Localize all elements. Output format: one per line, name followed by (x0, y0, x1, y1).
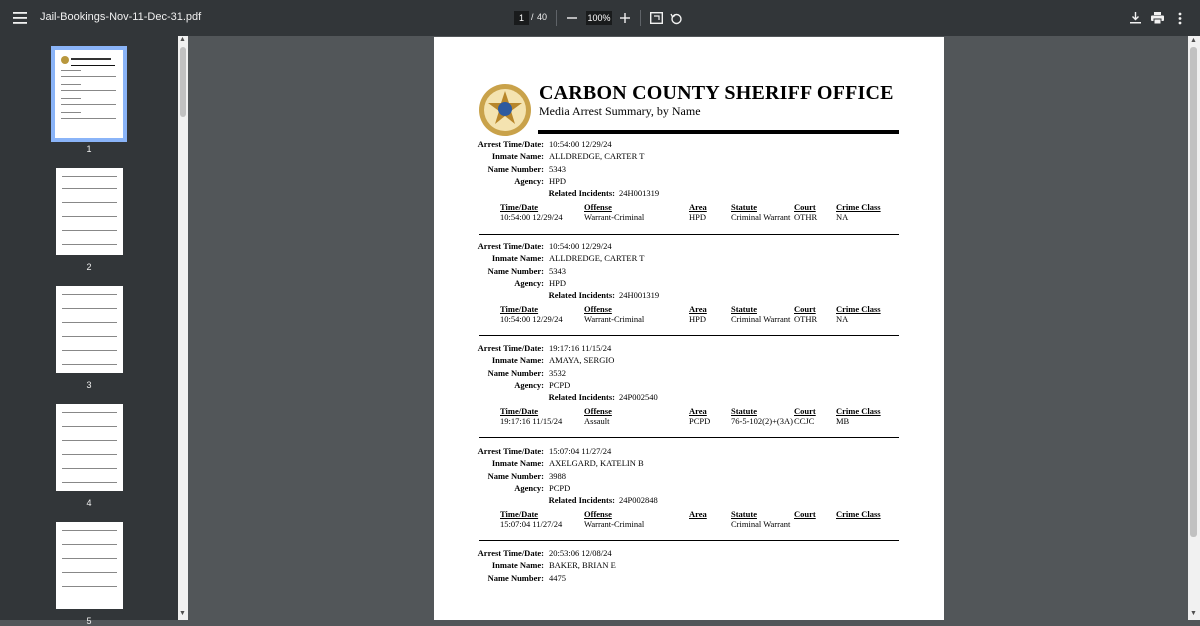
page-thumbnail-1[interactable] (55, 50, 123, 138)
thumbnail-line (71, 65, 115, 66)
cell-time-date: 19:17:16 11/15/24 (500, 416, 563, 426)
cell-statute: 76-5-102(2)+(3A) (731, 416, 793, 426)
print-icon (1151, 12, 1164, 24)
arrest-time-label: Arrest Time/Date: (477, 343, 544, 353)
minus-icon (567, 13, 577, 23)
col-header-time-date: Time/Date (500, 406, 539, 416)
thumbnail-line (62, 176, 117, 177)
page-number-input[interactable]: 1 (514, 11, 529, 25)
scroll-up-arrow-icon[interactable]: ▲ (179, 36, 186, 43)
col-header-crime-class: Crime Class (836, 406, 881, 416)
rotate-button[interactable] (668, 9, 685, 27)
zoom-out-button[interactable] (564, 9, 580, 27)
menu-button[interactable] (10, 8, 30, 28)
inmate-name-value: AXELGARD, KATELIN B (549, 458, 644, 468)
arrest-time-label: Arrest Time/Date: (477, 139, 544, 149)
thumbnail-line (62, 188, 117, 189)
pdf-page (434, 37, 944, 620)
inmate-name-value: ALLDREDGE, CARTER T (549, 253, 645, 263)
organization-title: CARBON COUNTY SHERIFF OFFICE (539, 82, 894, 104)
cell-crime-class: NA (836, 314, 849, 324)
thumbnail-line (62, 572, 117, 573)
col-header-area: Area (689, 304, 707, 314)
col-header-offense: Offense (584, 202, 612, 212)
col-header-offense: Offense (584, 304, 612, 314)
cell-time-date: 10:54:00 12/29/24 (500, 314, 563, 324)
inmate-name-value: BAKER, BRIAN E (549, 560, 616, 570)
pdf-toolbar (0, 0, 1200, 36)
hamburger-menu-icon (13, 12, 27, 24)
plus-icon (620, 13, 630, 23)
thumbnail-page-number: 2 (86, 262, 92, 272)
cell-crime-class: NA (836, 212, 849, 222)
related-incidents-value: 24H001319 (619, 290, 660, 300)
inmate-name-label: Inmate Name: (491, 560, 544, 570)
thumbnail-seal (61, 56, 69, 64)
col-header-statute: Statute (731, 304, 757, 314)
agency-label: Agency: (514, 176, 544, 186)
inmate-name-label: Inmate Name: (491, 458, 544, 468)
thumbnail-line (61, 90, 116, 91)
thumbnail-line (62, 350, 117, 351)
thumbnail-line (62, 364, 117, 365)
record-separator (479, 234, 899, 235)
cell-area: PCPD (689, 416, 711, 426)
more-vertical-icon (1178, 12, 1182, 25)
arrest-time-value: 15:07:04 11/27/24 (549, 446, 612, 456)
scroll-down-arrow-icon[interactable]: ▼ (179, 610, 186, 617)
related-incidents-label: Related Incidents: (548, 495, 615, 505)
scroll-up-arrow-icon[interactable]: ▲ (1190, 37, 1197, 44)
print-button[interactable] (1148, 9, 1166, 27)
arrest-time-value: 10:54:00 12/29/24 (549, 139, 612, 149)
cell-area: HPD (689, 212, 707, 222)
cell-court: OTHR (794, 314, 818, 324)
related-incidents-value: 24P002540 (619, 392, 658, 402)
col-header-statute: Statute (731, 406, 757, 416)
thumbnail-line (62, 230, 117, 231)
related-incidents-value: 24H001319 (619, 188, 660, 198)
cell-offense: Warrant-Criminal (584, 314, 645, 324)
thumbnail-sidebar (0, 36, 188, 626)
col-header-statute: Statute (731, 202, 757, 212)
thumbnail-page-number: 5 (86, 616, 92, 626)
zoom-in-button[interactable] (617, 9, 633, 27)
name-number-label: Name Number: (487, 266, 544, 276)
cell-court: OTHR (794, 212, 818, 222)
cell-statute: Criminal Warrant (731, 212, 791, 222)
record-separator (479, 437, 899, 438)
thumbnail-line (62, 558, 117, 559)
cell-crime-class: MB (836, 416, 850, 426)
name-number-label: Name Number: (487, 368, 544, 378)
col-header-court: Court (794, 202, 816, 212)
thumbnail-line (62, 454, 117, 455)
zoom-level-input[interactable]: 100% (587, 13, 611, 23)
thumbnail-line (62, 440, 117, 441)
scroll-down-arrow-icon[interactable]: ▼ (1190, 610, 1197, 617)
page-thumbnail-4[interactable] (56, 404, 123, 491)
thumbnail-line (62, 544, 117, 545)
thumbnail-line (62, 482, 117, 483)
thumbnail-page-number: 4 (86, 498, 92, 508)
related-incidents-value: 24P002848 (619, 495, 658, 505)
sheriff-seal-logo (478, 83, 532, 137)
thumbnail-line (62, 426, 117, 427)
col-header-offense: Offense (584, 406, 612, 416)
rotate-icon (670, 12, 683, 25)
arrest-time-label: Arrest Time/Date: (477, 446, 544, 456)
download-icon (1130, 12, 1141, 24)
page-thumbnail-3[interactable] (56, 286, 123, 373)
header-rule (538, 130, 899, 134)
col-header-court: Court (794, 304, 816, 314)
thumbnail-line (71, 58, 111, 60)
document-title: Jail-Bookings-Nov-11-Dec-31.pdf (40, 11, 202, 23)
thumbnail-page-number: 1 (86, 144, 92, 154)
name-number-value: 3988 (549, 471, 566, 481)
thumbnail-line (61, 98, 81, 99)
thumbnail-line (62, 244, 117, 245)
thumbnail-line (61, 76, 116, 77)
cell-area: HPD (689, 314, 707, 324)
name-number-label: Name Number: (487, 573, 544, 583)
page-thumbnail-5[interactable] (56, 522, 123, 609)
col-header-statute: Statute (731, 509, 757, 519)
toolbar-divider (640, 10, 641, 26)
thumbnail-line (62, 216, 117, 217)
agency-value: HPD (549, 176, 567, 186)
thumbnail-line (61, 84, 81, 85)
agency-label: Agency: (514, 278, 544, 288)
arrest-time-value: 20:53:06 12/08/24 (549, 548, 612, 558)
thumbnail-line (62, 308, 117, 309)
thumbnail-line (62, 530, 117, 531)
agency-label: Agency: (514, 483, 544, 493)
cell-time-date: 15:07:04 11/27/24 (500, 519, 563, 529)
col-header-court: Court (794, 509, 816, 519)
name-number-value: 3532 (549, 368, 566, 378)
record-separator (479, 540, 899, 541)
arrest-time-value: 10:54:00 12/29/24 (549, 241, 612, 251)
cell-offense: Assault (584, 416, 610, 426)
report-subtitle: Media Arrest Summary, by Name (539, 104, 701, 118)
related-incidents-label: Related Incidents: (548, 188, 615, 198)
inmate-name-value: AMAYA, SERGIO (549, 355, 615, 365)
col-header-crime-class: Crime Class (836, 304, 881, 314)
cell-offense: Warrant-Criminal (584, 212, 645, 222)
main-scrollbar-thumb[interactable] (1190, 47, 1197, 537)
thumbnail-line (62, 322, 117, 323)
cell-time-date: 10:54:00 12/29/24 (500, 212, 563, 222)
sidebar-scrollbar[interactable] (178, 36, 188, 620)
arrest-time-label: Arrest Time/Date: (477, 241, 544, 251)
col-header-area: Area (689, 406, 707, 416)
col-header-court: Court (794, 406, 816, 416)
page-thumbnail-2[interactable] (56, 168, 123, 255)
agency-value: PCPD (549, 483, 571, 493)
thumbnail-line (62, 412, 117, 413)
col-header-crime-class: Crime Class (836, 509, 881, 519)
thumbnail-line (62, 202, 117, 203)
cell-offense: Warrant-Criminal (584, 519, 645, 529)
cell-statute: Criminal Warrant (731, 314, 791, 324)
fit-page-icon (650, 12, 663, 24)
col-header-time-date: Time/Date (500, 304, 539, 314)
total-pages: 40 (537, 12, 548, 22)
thumbnail-page-number: 3 (86, 380, 92, 390)
col-header-crime-class: Crime Class (836, 202, 881, 212)
record-separator (479, 335, 899, 336)
page-separator: / (531, 12, 534, 22)
thumbnail-line (61, 118, 116, 119)
name-number-value: 5343 (549, 164, 566, 174)
thumbnail-line (62, 586, 117, 587)
inmate-name-value: ALLDREDGE, CARTER T (549, 151, 645, 161)
name-number-label: Name Number: (487, 471, 544, 481)
agency-value: PCPD (549, 380, 571, 390)
col-header-area: Area (689, 202, 707, 212)
toolbar-divider (556, 10, 557, 26)
arrest-time-value: 19:17:16 11/15/24 (549, 343, 612, 353)
thumbnail-line (61, 70, 81, 71)
thumbnail-line (61, 104, 116, 105)
sidebar-scrollbar-thumb[interactable] (180, 47, 186, 117)
thumbnail-line (62, 336, 117, 337)
agency-label: Agency: (514, 380, 544, 390)
fit-to-page-button[interactable] (648, 9, 665, 27)
agency-value: HPD (549, 278, 567, 288)
col-header-time-date: Time/Date (500, 202, 539, 212)
name-number-label: Name Number: (487, 164, 544, 174)
cell-court: CCJC (794, 416, 815, 426)
thumbnail-line (61, 112, 81, 113)
inmate-name-label: Inmate Name: (491, 355, 544, 365)
more-actions-button[interactable] (1172, 9, 1188, 27)
related-incidents-label: Related Incidents: (548, 290, 615, 300)
name-number-value: 5343 (549, 266, 566, 276)
col-header-offense: Offense (584, 509, 612, 519)
col-header-time-date: Time/Date (500, 509, 539, 519)
name-number-value: 4475 (549, 573, 566, 583)
inmate-name-label: Inmate Name: (491, 253, 544, 263)
download-button[interactable] (1126, 9, 1144, 27)
cell-statute: Criminal Warrant (731, 519, 791, 529)
related-incidents-label: Related Incidents: (548, 392, 615, 402)
inmate-name-label: Inmate Name: (491, 151, 544, 161)
col-header-area: Area (689, 509, 707, 519)
thumbnail-line (62, 468, 117, 469)
arrest-time-label: Arrest Time/Date: (477, 548, 544, 558)
thumbnail-line (62, 294, 117, 295)
